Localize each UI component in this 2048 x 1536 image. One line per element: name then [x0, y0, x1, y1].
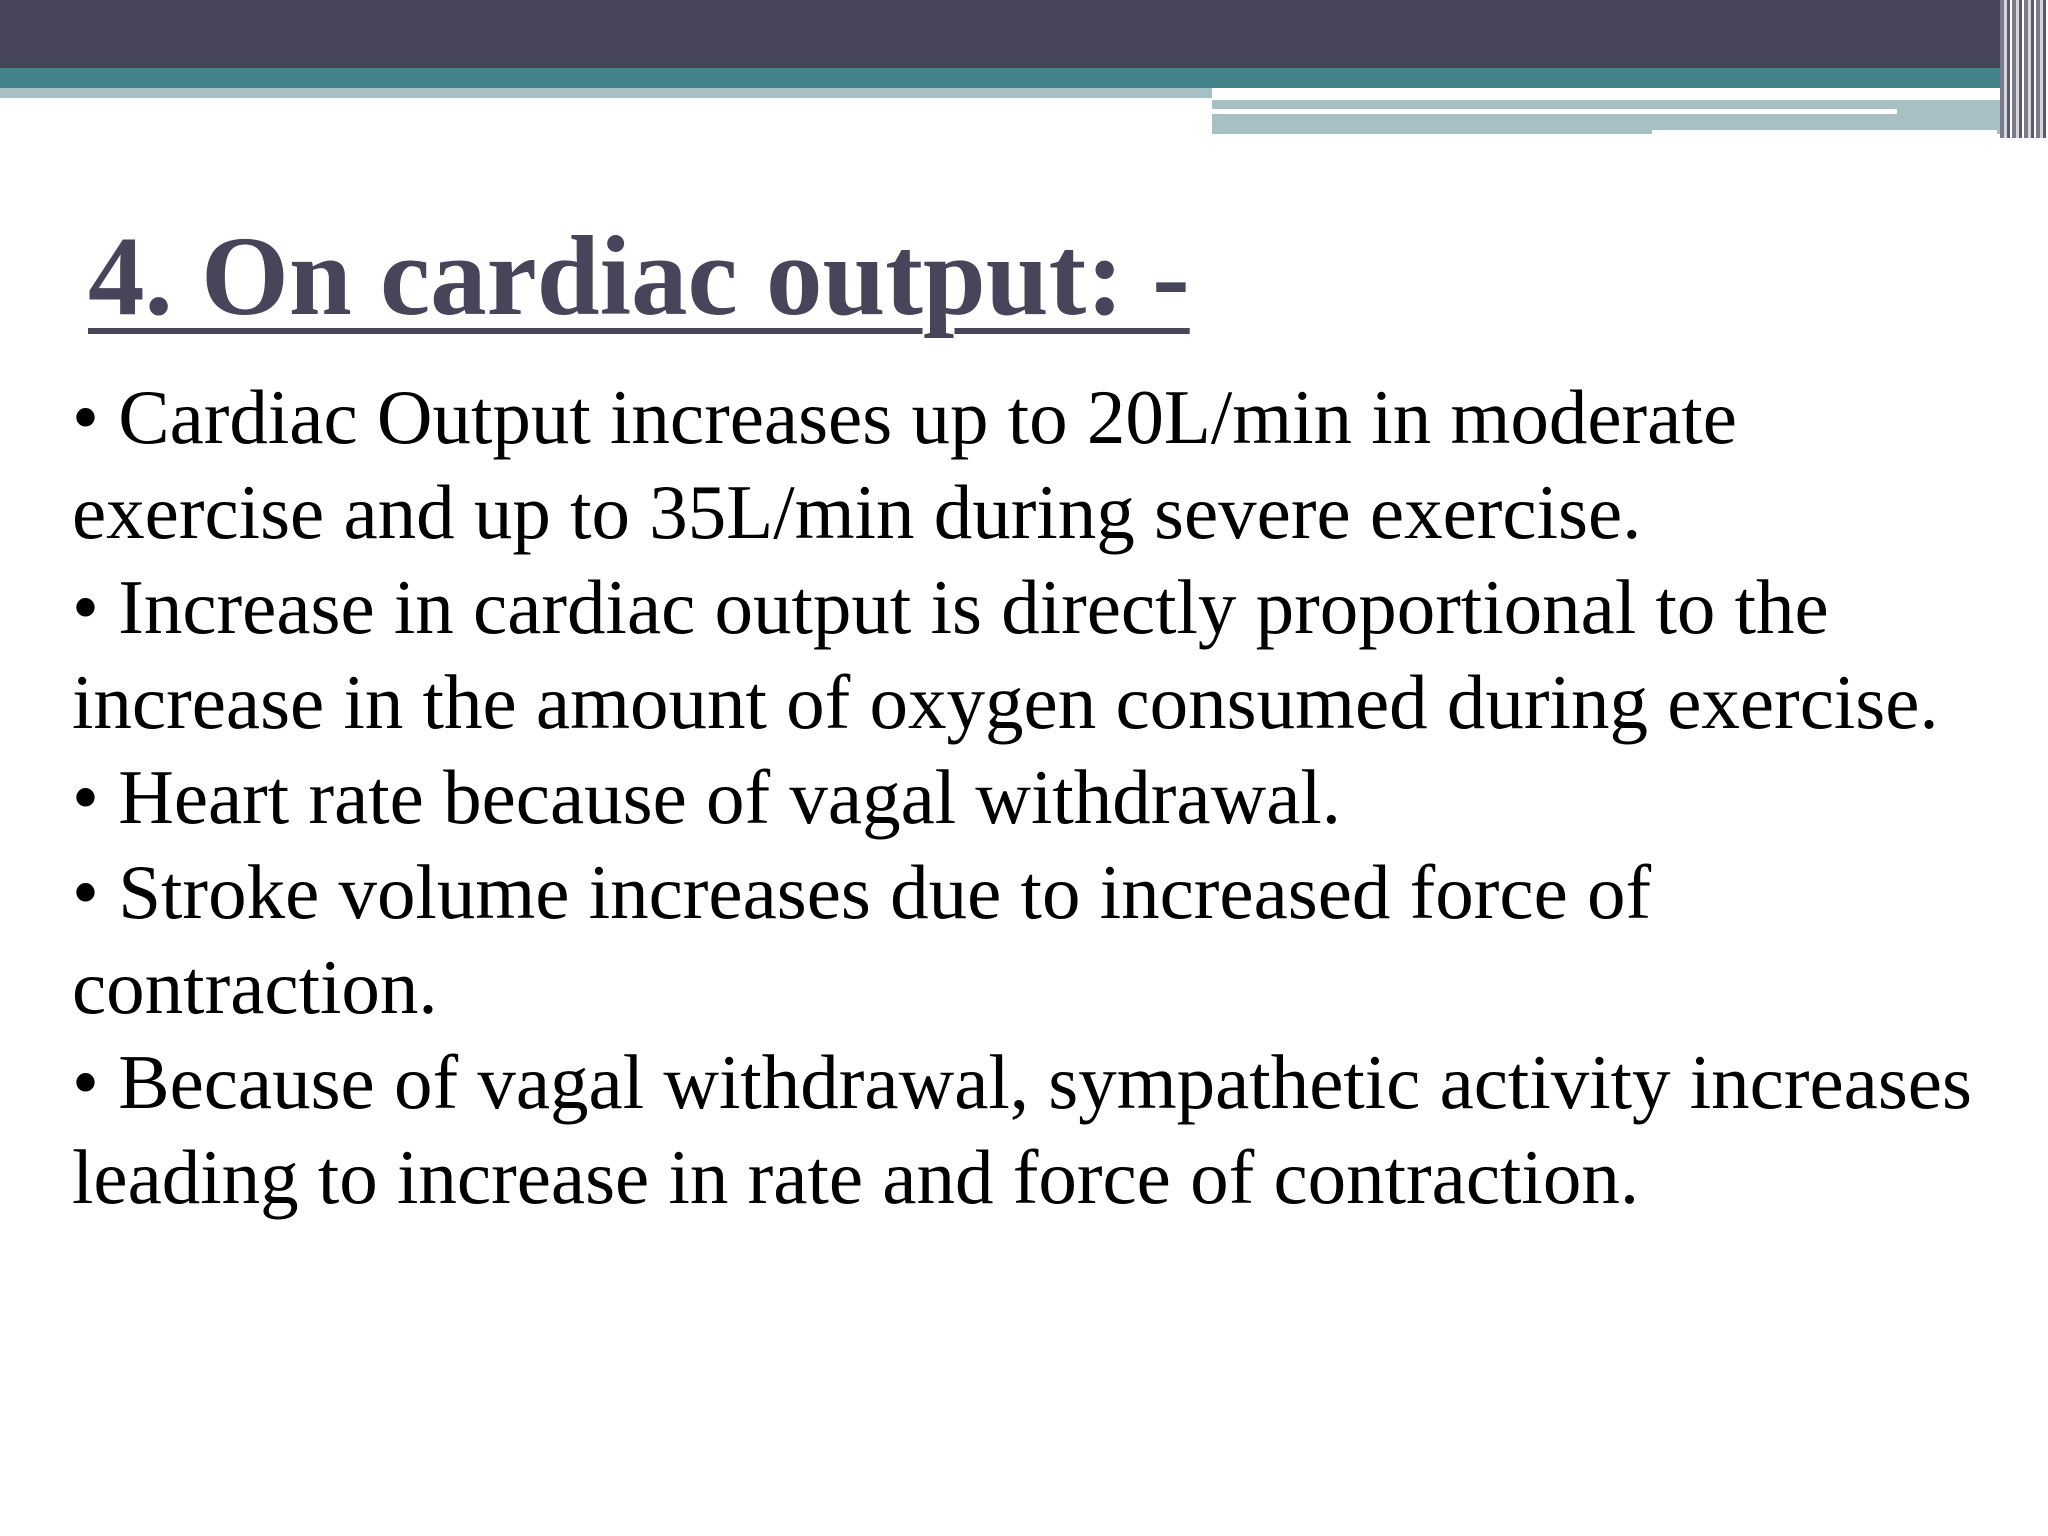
banner-accent-line — [1652, 130, 1997, 134]
banner-right-accent — [1212, 100, 2002, 134]
slide-title: 4. On cardiac output: - — [88, 214, 1190, 339]
bullet-item: • Cardiac Output increases up to 20L/min in moderate exercise and up to 35L/min during severe exercise. — [72, 374, 1737, 555]
top-banner-light — [0, 88, 1212, 98]
banner-accent-line — [1212, 109, 1897, 114]
top-banner-teal — [0, 68, 2000, 88]
banner-corner-stripes — [2000, 0, 2048, 138]
bullet-list — [72, 370, 1972, 1225]
bullet-item: • Because of vagal withdrawal, sympathetic activity increases leading to increase in rate and force of contraction. — [72, 1039, 1972, 1220]
bullet-item: • Increase in cardiac output is directly proportional to the increase in the amount of oxygen consumed during exercise. — [72, 564, 1939, 745]
bullet-item: • Heart rate because of vagal withdrawal. — [72, 754, 1342, 840]
top-banner-dark — [0, 0, 2048, 68]
bullet-item: • Stroke volume increases due to increased force of contraction. — [72, 849, 1652, 1030]
